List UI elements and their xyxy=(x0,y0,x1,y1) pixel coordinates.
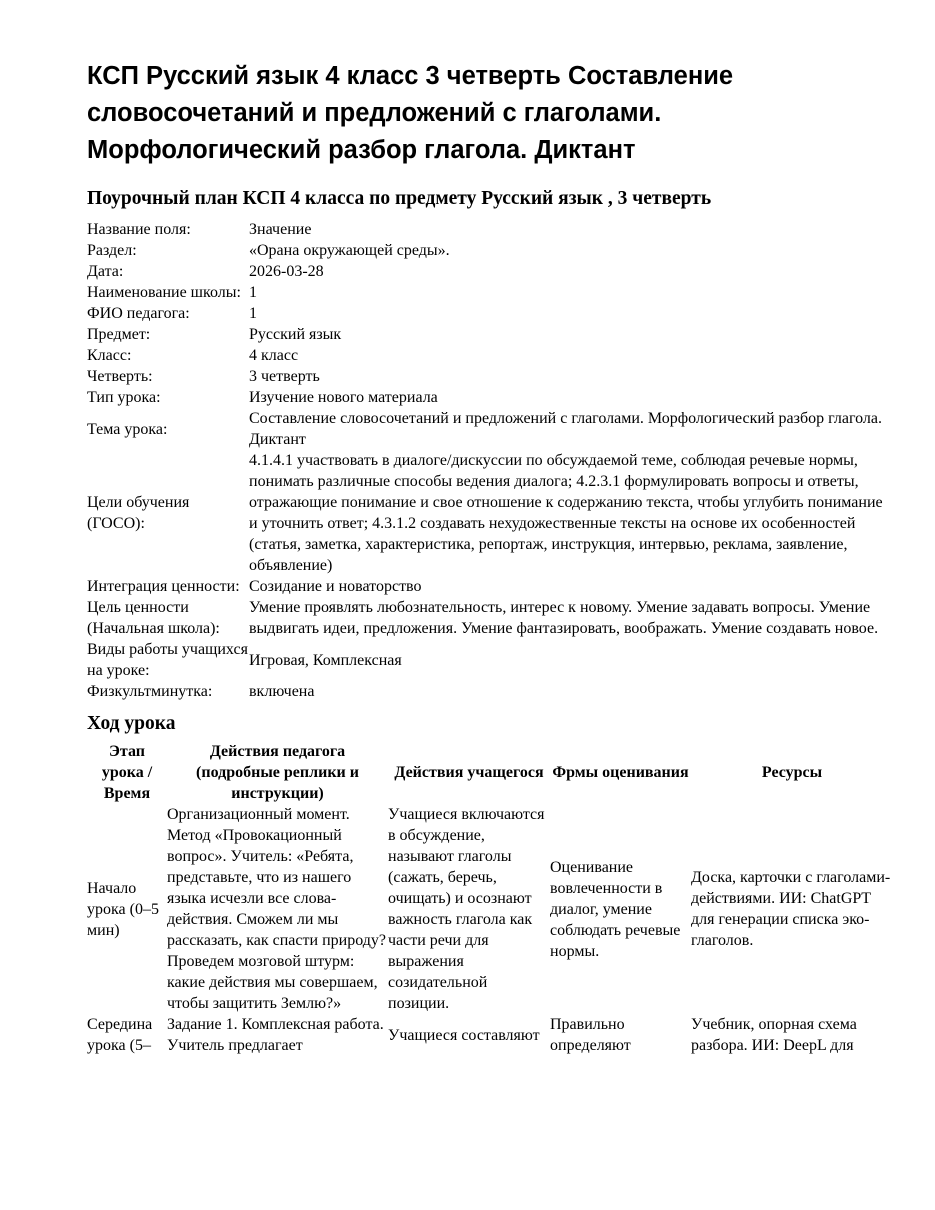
steps-header-cell: Фрмы оценивания xyxy=(552,764,689,781)
meta-value: 1 xyxy=(249,284,257,301)
steps-cell: Учащиеся включаются в обсуждение, называют глаголы (сажать, беречь, очищать) и осознают важность глагола как части речи для выражения созидательной позиции. xyxy=(388,806,545,1012)
meta-value: Русский язык xyxy=(249,326,342,343)
meta-row xyxy=(87,345,893,366)
meta-key: Четверть: xyxy=(87,368,153,385)
document-page xyxy=(87,58,893,1056)
meta-value: Созидание и новаторство xyxy=(249,578,422,595)
meta-value: Значение xyxy=(249,221,312,238)
meta-row xyxy=(87,450,893,576)
steps-cell: Доска, карточки с глаголами-действиями. ИИ: ChatGPT для генерации списка эко-глаголов. xyxy=(691,869,891,949)
steps-header-row xyxy=(87,741,893,804)
steps-cell: Начало урока (0–5 мин) xyxy=(87,879,159,939)
meta-key: Тип урока: xyxy=(87,389,161,406)
steps-row xyxy=(87,804,893,1014)
lesson-meta-table xyxy=(87,219,893,702)
meta-row xyxy=(87,639,893,681)
meta-key: Интеграция ценности: xyxy=(87,578,240,595)
meta-key: Тема урока: xyxy=(87,420,168,438)
steps-cell: Правильно определяют xyxy=(550,1016,631,1054)
meta-key: Название поля: xyxy=(87,221,191,238)
meta-row xyxy=(87,366,893,387)
meta-key: Виды работы учащихся на уроке: xyxy=(87,641,248,679)
steps-header-cell: Действия педагога (подробные реплики и инструкции) xyxy=(196,743,359,802)
meta-value: 2026-03-28 xyxy=(249,263,324,280)
lesson-progress-heading: Ход урока xyxy=(87,713,176,734)
steps-header-cell: Действия учащегося xyxy=(394,764,544,781)
steps-cell: Учебник, опорная схема разбора. ИИ: DeepL для xyxy=(691,1016,857,1054)
meta-key: Дата: xyxy=(87,263,124,280)
steps-header-cell: Этап урока / Время xyxy=(101,743,153,802)
meta-value: «Орана окружающей среды». xyxy=(249,242,450,259)
meta-row xyxy=(87,681,893,702)
meta-row xyxy=(87,576,893,597)
meta-key: Цель ценности (Начальная школа): xyxy=(87,599,220,637)
lesson-steps-table xyxy=(87,741,893,1056)
meta-row xyxy=(87,387,893,408)
meta-key: Предмет: xyxy=(87,326,151,343)
meta-key: Наименование школы: xyxy=(87,284,241,301)
steps-cell: Задание 1. Комплексная работа. Учитель предлагает xyxy=(167,1016,384,1054)
meta-key: Физкультминутка: xyxy=(87,683,213,700)
meta-value: Составление словосочетаний и предложений с глаголами. Морфологический разбор глагола. Диктант xyxy=(249,410,882,448)
meta-row xyxy=(87,408,893,450)
meta-value: включена xyxy=(249,683,315,700)
steps-row xyxy=(87,1014,893,1056)
meta-value: Умение проявлять любознательность, интерес к новому. Умение задавать вопросы. Умение выдвигать идеи, предложения. Умение фантазировать, воображать. Умение создавать новое. xyxy=(249,599,879,637)
meta-value: Изучение нового материала xyxy=(249,389,438,406)
meta-row xyxy=(87,261,893,282)
meta-row xyxy=(87,282,893,303)
meta-row xyxy=(87,597,893,639)
meta-value: 4 класс xyxy=(249,347,299,364)
meta-value: 4.1.4.1 участвовать в диалоге/дискуссии по обсуждаемой теме, соблюдая речевые нормы, понимать различные способы ведения диалога; 4.2.3.1 формулировать вопросы и ответы, отражающие понимание и свое отношение к содержанию текста, чтобы углубить понимание и уточнить ответ; 4.3.1.2 создавать нехудожественные тексты на основе их особенностей (статья, заметка, характеристика, репортаж, инструкция, интервью, реклама, заявление, объявление) xyxy=(249,452,883,574)
steps-cell: Учащиеся составляют xyxy=(388,1026,540,1044)
steps-cell: Организационный момент. Метод «Провокационный вопрос». Учитель: «Ребята, представьте, что из нашего языка исчезли все слова-действия. Сможем ли мы рассказать, как спасти природу? Проведем мозговой штурм: какие действия мы совершаем, чтобы защитить Землю?» xyxy=(167,806,386,1012)
meta-value: 3 четверть xyxy=(249,368,320,385)
meta-row xyxy=(87,219,893,240)
meta-key: ФИО педагога: xyxy=(87,305,190,322)
meta-value: 1 xyxy=(249,305,257,322)
steps-cell: Середина урока (5– xyxy=(87,1016,153,1054)
page-title: КСП Русский язык 4 класс 3 четверть Составление словосочетаний и предложений с глаголами. Морфологический разбор глагола. Диктант xyxy=(87,62,734,164)
meta-key: Класс: xyxy=(87,347,132,364)
meta-value: Игровая, Комплексная xyxy=(249,651,402,669)
steps-cell: Оценивание вовлеченности в диалог, умение соблюдать речевые нормы. xyxy=(550,858,681,960)
meta-row xyxy=(87,240,893,261)
plan-subtitle: Поурочный план КСП 4 класса по предмету Русский язык , 3 четверть xyxy=(87,188,712,209)
meta-key: Раздел: xyxy=(87,242,137,259)
meta-key: Цели обучения (ГОСО): xyxy=(87,494,190,532)
steps-header-cell: Ресурсы xyxy=(761,764,823,781)
meta-row xyxy=(87,303,893,324)
meta-row xyxy=(87,324,893,345)
